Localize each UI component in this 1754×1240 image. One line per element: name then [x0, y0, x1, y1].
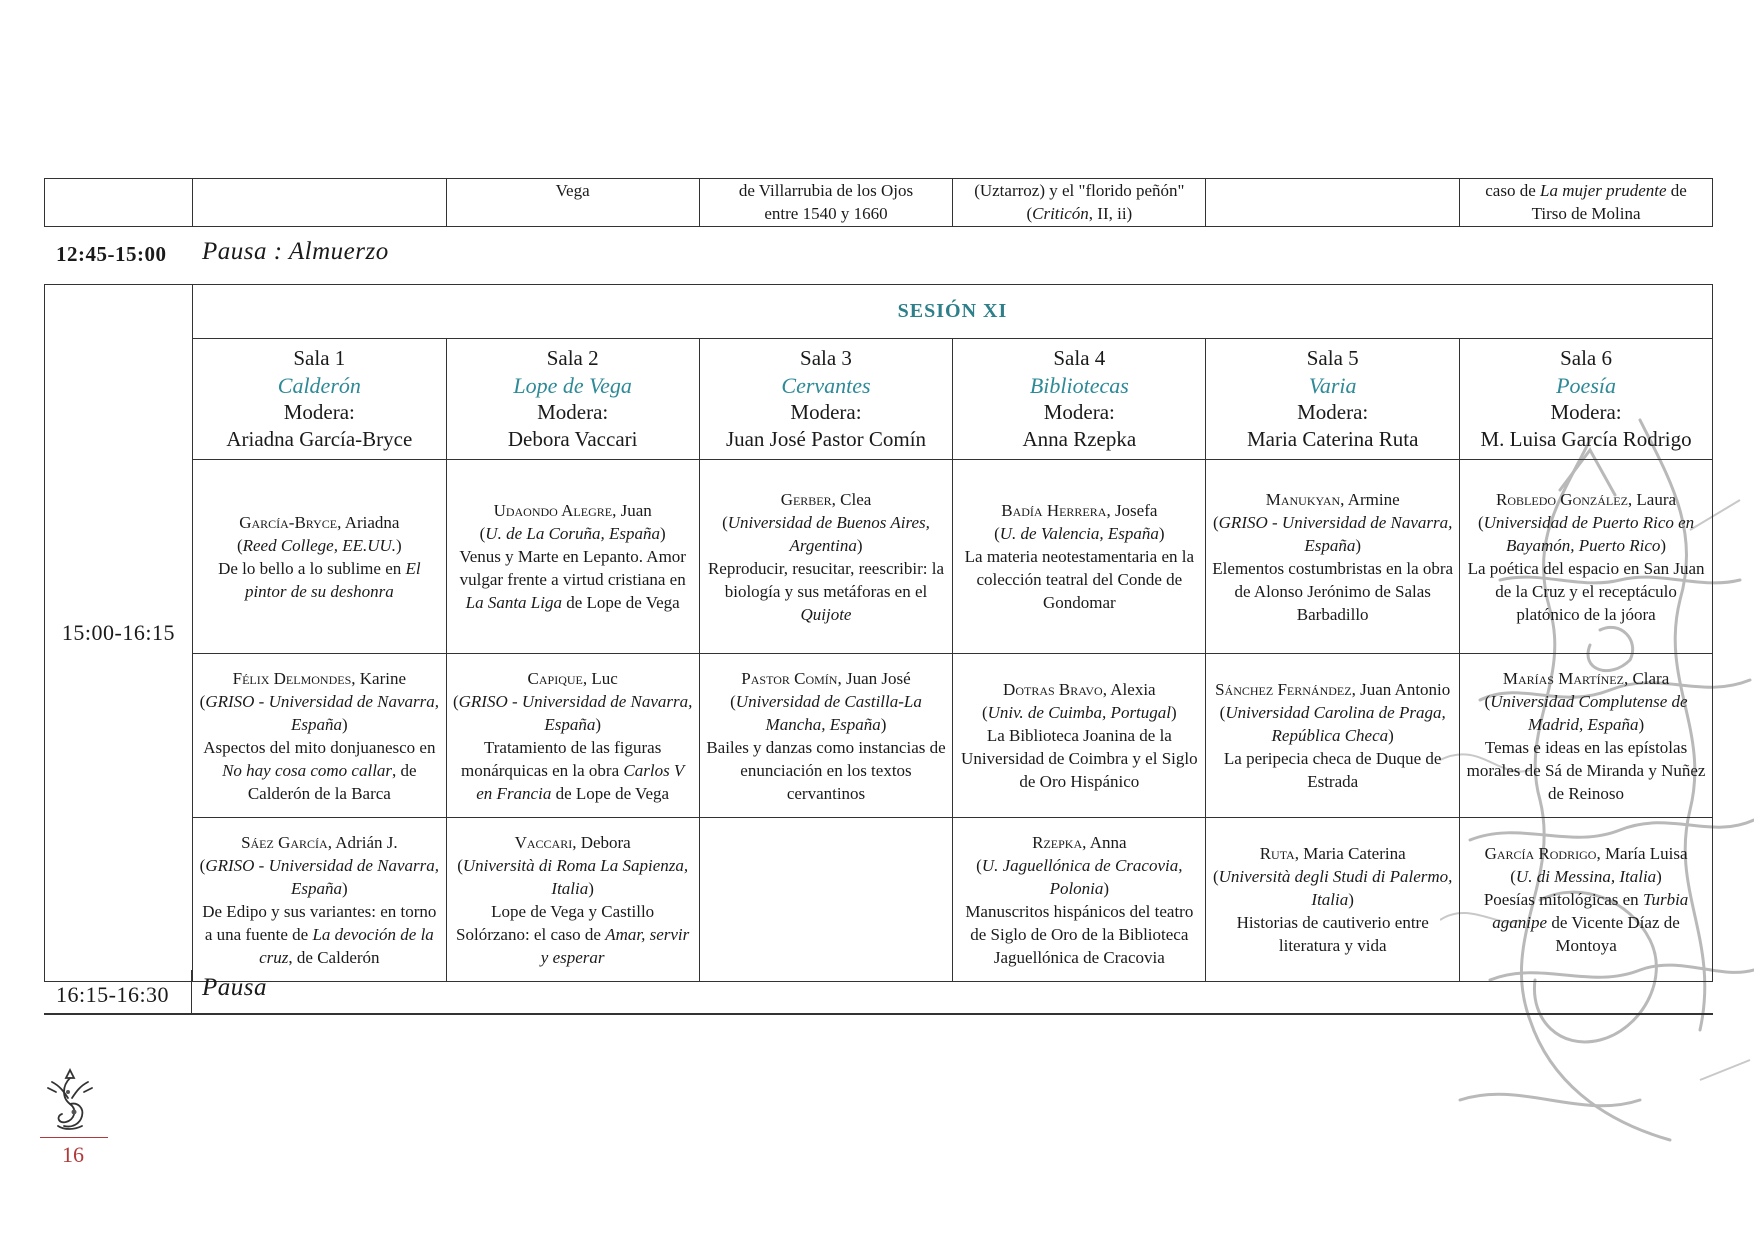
- paper-author-given: , Clea: [831, 489, 872, 509]
- continuation-text: (Criticón, II, ii): [1026, 204, 1133, 223]
- paper-author: Sáez García: [241, 832, 328, 852]
- paper-institution-line: (U. di Messina, Italia): [1510, 867, 1662, 886]
- paper-institution: GRISO - Universidad de Navarra, España: [205, 691, 440, 734]
- paper-cell: [192, 460, 446, 654]
- room-name: Sala 6: [1560, 346, 1612, 370]
- paper-title-text: de Lope de Vega: [551, 783, 670, 803]
- paper-cell: [1206, 818, 1460, 982]
- paper-title-text: Manuscritos hispánicos del teatro de Siglo de Oro de la Biblioteca Jaguellónica de Cracovia: [965, 901, 1194, 967]
- room-name: Sala 5: [1306, 346, 1359, 370]
- paper-author: Capique: [527, 668, 583, 688]
- paper-author-line: [959, 678, 1199, 701]
- paper-institution-line: (U. de La Coruña, España): [479, 524, 666, 543]
- paper-author-line: [199, 831, 440, 854]
- paper-cell: [1460, 460, 1713, 654]
- paper-title: [1466, 557, 1706, 626]
- room-topic: Cervantes: [781, 373, 871, 398]
- paper-institution: Universidad de Buenos Aires, Argentina: [727, 512, 930, 555]
- break-top-divider: [191, 970, 192, 1014]
- paper-institution-line: (Reed College, EE.UU.): [236, 535, 402, 555]
- paper-title-text: Bailes y danzas como instancias de enunciación en los textos cervantinos: [706, 737, 946, 803]
- moderator-label: Modera:: [1550, 400, 1622, 424]
- paper-author-line: [1212, 842, 1453, 865]
- continuation-text: , II, ii): [1088, 204, 1133, 223]
- paper-title-text: Elementos costumbristas en la obra de Alonso Jerónimo de Salas Barbadillo: [1212, 558, 1454, 624]
- paper-cell: [446, 460, 699, 654]
- paper-author-given: , Adrián J.: [327, 832, 398, 852]
- footer-rule: [40, 1137, 108, 1138]
- paper-title: [453, 900, 693, 969]
- paper-institution-line: (Università di Roma La Sapienza, Italia): [457, 855, 689, 898]
- continuation-cell-sala3: [699, 179, 953, 227]
- paper-title-text: , de Calderón de la Barca: [247, 760, 417, 803]
- room-header-3: [699, 339, 953, 460]
- paper-institution: Universidad de Castilla-La Mancha, España: [735, 691, 922, 734]
- paper-author: García Rodrigo: [1484, 844, 1597, 863]
- paper-title-text: , de Calderón: [288, 947, 380, 967]
- paper-institution: Universidad Complutense de Madrid, España: [1490, 691, 1688, 734]
- paper-author-line: [199, 511, 440, 534]
- paper-author-line: [706, 667, 947, 690]
- room-header-5: [1206, 339, 1460, 460]
- paper-author: Manukyan: [1265, 489, 1341, 509]
- session-header: [192, 285, 1712, 339]
- paper-institution-line: (Universidad de Puerto Rico en Bayamón, Puerto Rico): [1477, 512, 1695, 555]
- lunch-time: 12:45-15:00: [56, 242, 167, 266]
- continuation-cell-sala5: [1206, 179, 1460, 227]
- work-title: Carlos V en Francia: [476, 760, 685, 803]
- paper-institution-line: (GRISO - Universidad de Navarra, España): [199, 691, 440, 734]
- paper-author-line: [453, 499, 693, 522]
- paper-author-line: [959, 499, 1199, 522]
- paper-cell: [953, 818, 1206, 982]
- work-title: La mujer prudente: [1540, 181, 1667, 200]
- paper-title-text: La materia neotestamentaria en la colección teatral del Conde de Gondomar: [964, 547, 1195, 612]
- room-topic: Poesía: [1556, 373, 1616, 398]
- paper-title: [199, 557, 440, 603]
- paper-cell: [699, 460, 953, 654]
- paper-title: [1466, 888, 1706, 957]
- paper-author-given: , Luc: [582, 668, 618, 688]
- paper-title: [1212, 557, 1453, 626]
- paper-title: [959, 900, 1199, 969]
- continuation-cell-sala2: Vega: [446, 179, 699, 227]
- work-title: La Santa Liga: [465, 593, 562, 612]
- paper-cell: [1460, 818, 1713, 982]
- lunch-label: Pausa : Almuerzo: [202, 238, 389, 265]
- moderator-name: Anna Rzepka: [1022, 427, 1137, 451]
- paper-author: Ruta: [1259, 844, 1295, 863]
- paper-author-given: , Armine: [1340, 489, 1400, 509]
- paper-author: Rzepka: [1032, 832, 1083, 852]
- work-title: Amar, servir y esperar: [540, 924, 690, 967]
- room-name: Sala 2: [546, 346, 599, 370]
- session-time: 15:00-16:15: [61, 620, 175, 645]
- work-title: Quijote: [800, 604, 852, 624]
- paper-author: Badía Herrera: [1001, 501, 1107, 520]
- room-header-6: [1460, 339, 1713, 460]
- paper-title: [959, 724, 1199, 793]
- paper-cell: [1206, 654, 1460, 818]
- moderator-label: Modera:: [283, 400, 355, 424]
- paper-author: Robledo González: [1496, 489, 1628, 509]
- room-name: Sala 1: [293, 346, 346, 370]
- paper-cell: [446, 654, 699, 818]
- continuation-text: caso de: [1485, 181, 1540, 200]
- paper-title: [959, 545, 1199, 614]
- moderator-label: Modera:: [790, 400, 862, 424]
- paper-institution: Università degli Studi di Palermo, Italia: [1218, 867, 1453, 909]
- paper-title-text: La poética del espacio en San Juan de la Cruz y el receptáculo platónico de la jóora: [1467, 558, 1705, 624]
- paper-title-text: Historias de cautiverio entre literatura y vida: [1236, 913, 1429, 955]
- moderator-name: Maria Caterina Ruta: [1246, 427, 1419, 451]
- paper-author-given: , Josefa: [1106, 501, 1158, 520]
- paper-title: [1466, 736, 1706, 805]
- moderator-label: Modera:: [1043, 400, 1115, 424]
- paper-cell: [192, 654, 446, 818]
- paper-title-text: Aspectos del mito donjuanesco en: [203, 737, 436, 757]
- paper-institution-line: (GRISO - Universidad de Navarra, España): [199, 855, 440, 898]
- paper-institution: Reed College, EE.UU.: [242, 535, 397, 555]
- session-title: SESIÓN XI: [897, 300, 1008, 322]
- paper-institution: Universidad de Puerto Rico en Bayamón, Puerto Rico: [1483, 512, 1695, 555]
- continuation-cell-sala1: [192, 179, 446, 227]
- continuation-cell-sala4: [953, 179, 1206, 227]
- work-title: No hay cosa como callar: [222, 760, 393, 780]
- paper-author-given: , Karine: [351, 668, 407, 688]
- paper-author-given: , Laura: [1627, 489, 1677, 509]
- paper-cell: [446, 818, 699, 982]
- paper-author-line: [1212, 488, 1453, 511]
- paper-institution: GRISO - Universidad de Navarra, España: [458, 691, 693, 734]
- paper-cell: [699, 654, 953, 818]
- break-label: Pausa: [202, 974, 267, 1001]
- paper-institution-line: (U. Jaguellónica de Cracovia, Polonia): [976, 855, 1183, 898]
- paper-author-given: , Juan José: [837, 668, 911, 688]
- paper-author-given: , Debora: [572, 832, 631, 852]
- page-number: 16: [62, 1142, 84, 1167]
- session-table: [44, 284, 1713, 982]
- paper-author-given: , Ariadna: [337, 512, 400, 532]
- paper-author-line: [959, 831, 1199, 854]
- paper-author: Udaondo Alegre: [493, 501, 613, 520]
- paper-title-text: Poesías mitológicas en: [1483, 890, 1643, 909]
- paper-institution-line: (Univ. de Cuimba, Portugal): [981, 703, 1177, 722]
- paper-title: [453, 545, 693, 614]
- paper-institution-line: (Universidad de Castilla-La Mancha, España): [730, 691, 922, 734]
- room-name: Sala 3: [800, 346, 852, 370]
- moderator-name: Ariadna García-Bryce: [226, 427, 413, 451]
- room-topic: Bibliotecas: [1029, 373, 1129, 398]
- paper-cell: [953, 654, 1206, 818]
- paper-institution-line: (U. de Valencia, España): [994, 524, 1165, 543]
- paper-author-line: [199, 667, 440, 690]
- paper-author-line: [1466, 667, 1706, 690]
- break-time: 16:15-16:30: [56, 982, 170, 1007]
- paper-author-given: , Juan Antonio: [1351, 680, 1451, 699]
- paper-title-text: Lope de Vega y Castillo Solórzano: el caso de: [456, 901, 655, 944]
- paper-author-given: , Juan: [612, 501, 652, 520]
- paper-author: Sánchez Fernández: [1215, 680, 1352, 699]
- paper-institution: U. di Messina, Italia: [1515, 867, 1657, 886]
- work-title: Criticón: [1032, 204, 1089, 223]
- continuation-table: [44, 178, 1713, 227]
- paper-institution: Univ. de Cuimba, Portugal: [987, 703, 1172, 722]
- moderator-name: Debora Vaccari: [507, 427, 638, 451]
- paper-institution-line: (Universidad de Buenos Aires, Argentina): [722, 512, 930, 555]
- paper-title-text: Temas e ideas en las epístolas morales de Sá de Miranda y Nuñez de Reinoso: [1466, 737, 1706, 803]
- paper-title-text: De Edipo y sus variantes: en torno a una fuente de: [202, 901, 437, 944]
- paper-author-line: [453, 667, 693, 690]
- room-topic: Calderón: [277, 373, 361, 398]
- paper-cell: [699, 818, 953, 982]
- paper-author-given: , Clara: [1623, 668, 1670, 688]
- work-title: El pintor de su deshonra: [244, 558, 421, 601]
- moderator-name: M. Luisa García Rodrigo: [1480, 427, 1692, 451]
- paper-author: Gerber: [780, 489, 832, 509]
- paper-author: Vaccari: [514, 832, 573, 852]
- paper-institution: U. de Valencia, España: [999, 524, 1159, 543]
- room-header-1: [192, 339, 446, 460]
- continuation-text: de: [1666, 181, 1687, 200]
- paper-author-line: [706, 488, 947, 511]
- paper-institution: U. Jaguellónica de Cracovia, Polonia: [981, 855, 1183, 898]
- paper-title-text: Reproducir, resucitar, reescribir: la biología y sus metáforas en el: [707, 558, 945, 601]
- continuation-text: (Uztarroz) y el "florido peñón": [974, 181, 1185, 200]
- paper-title-text: Venus y Marte en Lepanto. Amor vulgar frente a virtud cristiana en: [459, 547, 686, 589]
- continuation-text: entre 1540 y 1660: [764, 204, 888, 223]
- session-time-cell: [45, 285, 193, 982]
- paper-cell: [1460, 654, 1713, 818]
- paper-cell: [953, 460, 1206, 654]
- paper-title-text: de Vicente Díaz de Montoya: [1547, 913, 1680, 955]
- paper-institution: Università di Roma La Sapienza, Italia: [462, 855, 689, 898]
- paper-author: Dotras Bravo: [1003, 680, 1103, 699]
- paper-author-given: , Anna: [1082, 832, 1127, 852]
- paper-title: [1212, 747, 1453, 793]
- paper-title-text: La Biblioteca Joanina de la Universidad de Coimbra y el Siglo de Oro Hispánico: [961, 726, 1198, 791]
- paper-title: [1212, 911, 1453, 957]
- paper-institution-line: (GRISO - Universidad de Navarra, España): [1212, 512, 1453, 555]
- paper-title-text: De lo bello a lo sublime en: [218, 558, 406, 578]
- continuation-text: Tirso de Molina: [1531, 204, 1641, 223]
- room-header-2: [446, 339, 699, 460]
- room-header-4: [953, 339, 1206, 460]
- paper-title: [199, 736, 440, 805]
- paper-author-line: [1212, 678, 1453, 701]
- paper-institution: Universidad Carolina de Praga, República Checa: [1225, 703, 1446, 745]
- paper-author: Marías Martínez: [1502, 668, 1624, 688]
- paper-author-given: , María Luisa: [1596, 844, 1688, 863]
- paper-cell: [1206, 460, 1460, 654]
- paper-institution-line: (Università degli Studi di Palermo, Italia): [1212, 867, 1453, 909]
- continuation-text: [1466, 179, 1706, 202]
- moderator-label: Modera:: [537, 400, 609, 424]
- paper-title: [706, 557, 947, 626]
- paper-author: Pastor Comín: [741, 668, 838, 688]
- work-title: Turbia aganipe: [1492, 890, 1689, 932]
- paper-institution-line: (GRISO - Universidad de Navarra, España): [452, 691, 693, 734]
- paper-title-text: La peripecia checa de Duque de Estrada: [1223, 749, 1442, 791]
- paper-author-given: , Alexia: [1102, 680, 1156, 699]
- moderator-name: Juan José Pastor Comín: [725, 427, 927, 451]
- paper-cell: [192, 818, 446, 982]
- paper-title: [199, 900, 440, 969]
- paper-institution: GRISO - Universidad de Navarra, España: [205, 855, 440, 898]
- paper-institution-line: (Universidad Complutense de Madrid, España): [1484, 691, 1688, 734]
- paper-author-line: [1466, 842, 1706, 865]
- continuation-cell-sala6: [1460, 179, 1713, 227]
- paper-institution-line: (Universidad Carolina de Praga, República Checa): [1219, 703, 1446, 745]
- room-topic: Varia: [1308, 373, 1357, 398]
- paper-author: Félix Delmondes: [232, 668, 352, 688]
- paper-title-text: de Lope de Vega: [561, 593, 680, 612]
- dragon-emblem-icon: [44, 1064, 96, 1132]
- paper-institution: GRISO - Universidad de Navarra, España: [1218, 512, 1453, 555]
- continuation-text: de Villarrubia de los Ojos: [738, 181, 914, 200]
- moderator-label: Modera:: [1297, 400, 1369, 424]
- paper-institution: U. de La Coruña, España: [485, 524, 661, 543]
- break-bottom-rule: [44, 1013, 1713, 1015]
- paper-title: [453, 736, 693, 805]
- paper-author-given: , Maria Caterina: [1294, 844, 1406, 863]
- paper-title: [706, 736, 947, 805]
- room-name: Sala 4: [1053, 346, 1106, 370]
- room-topic: Lope de Vega: [513, 373, 632, 398]
- paper-author-line: [1466, 488, 1706, 511]
- work-title: La devoción de la cruz: [259, 924, 434, 967]
- paper-author: García-Bryce: [239, 512, 338, 532]
- continuation-cell-time: [45, 179, 193, 227]
- paper-author-line: [453, 831, 693, 854]
- paper-title-text: Tratamiento de las figuras monárquicas en la obra: [461, 737, 662, 780]
